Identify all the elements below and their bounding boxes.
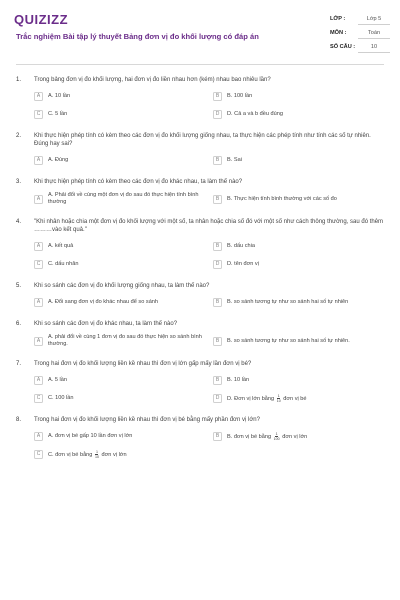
answer-option-c[interactable] bbox=[34, 392, 207, 404]
option-text-main: B. dấu chia bbox=[227, 242, 255, 249]
answer-options bbox=[34, 192, 386, 206]
question-3 bbox=[16, 178, 386, 206]
answer-option-b[interactable] bbox=[213, 90, 386, 102]
info-value: 10 bbox=[358, 42, 390, 53]
info-panel bbox=[330, 12, 390, 54]
option-letter-box: C bbox=[34, 394, 43, 403]
answer-option-a[interactable] bbox=[34, 154, 207, 166]
option-text-main: A. 10 lần bbox=[48, 92, 71, 99]
option-text bbox=[48, 157, 68, 164]
option-text bbox=[48, 395, 74, 402]
answer-option-a[interactable] bbox=[34, 240, 207, 252]
answer-options bbox=[34, 334, 386, 348]
answer-option-b[interactable] bbox=[213, 334, 386, 348]
question-7 bbox=[16, 360, 386, 404]
option-text-main: C. 100 lần bbox=[48, 394, 74, 401]
option-text bbox=[227, 261, 259, 268]
question-header bbox=[16, 178, 386, 186]
option-text bbox=[227, 196, 337, 203]
option-text-main: C. dấu nhân bbox=[48, 260, 79, 267]
fraction-numerator: 1 bbox=[275, 431, 278, 436]
answer-options bbox=[34, 430, 386, 460]
info-value: Toán bbox=[358, 28, 390, 39]
fraction-numerator: 1 bbox=[95, 449, 98, 454]
question-text: Trong bảng đơn vị đo khối lượng, hai đơn vị đo liền nhau hơn (kém) nhau bao nhiêu lần? bbox=[34, 77, 271, 83]
question-number: 6. bbox=[16, 321, 22, 327]
question-list bbox=[0, 76, 400, 600]
question-text: Khi so sánh các đơn vị đo khối lượng giống nhau, ta làm thế nào? bbox=[34, 283, 210, 289]
question-4 bbox=[16, 218, 386, 270]
info-row-grade bbox=[330, 12, 390, 26]
answer-option-a[interactable] bbox=[34, 374, 207, 386]
answer-options bbox=[34, 296, 386, 308]
answer-option-a[interactable] bbox=[34, 430, 207, 442]
option-text-main: B. so sánh tương tự như so sánh hai số tự nhiên. bbox=[227, 337, 350, 344]
answer-option-b[interactable] bbox=[213, 374, 386, 386]
option-text bbox=[48, 299, 158, 306]
question-header bbox=[16, 76, 386, 84]
question-8 bbox=[16, 416, 386, 460]
info-label: LỚP : bbox=[330, 16, 346, 22]
question-text: Khi so sánh các đơn vị đo khác nhau, ta làm thế nào? bbox=[34, 321, 178, 327]
option-letter-box: B bbox=[213, 337, 222, 346]
option-text bbox=[48, 261, 78, 268]
quizizz-logo: QUIZIZZ bbox=[14, 12, 69, 27]
option-letter-box: D bbox=[213, 110, 222, 119]
option-letter-box: B bbox=[213, 242, 222, 251]
question-header bbox=[16, 282, 386, 290]
question-number: 4. bbox=[16, 219, 22, 225]
option-text-main: A. kết quả bbox=[48, 242, 74, 249]
answer-option-b[interactable] bbox=[213, 296, 386, 308]
question-number: 3. bbox=[16, 179, 22, 185]
answer-options bbox=[34, 240, 386, 270]
option-letter-box: B bbox=[213, 156, 222, 165]
question-text: Trong hai đơn vị đo khối lượng liền kề nhau thì đơn vị lớn gấp mấy lần đơn vị bé? bbox=[34, 361, 252, 367]
option-text-main: B. so sánh tương tự như so sánh hai số tự nhiên bbox=[227, 298, 349, 305]
option-text bbox=[48, 450, 127, 459]
option-letter-box: B bbox=[213, 298, 222, 307]
question-1 bbox=[16, 76, 386, 120]
option-text bbox=[227, 377, 249, 384]
answer-options bbox=[34, 90, 386, 120]
option-text-main: B. 10 lần bbox=[227, 376, 250, 383]
answer-option-d[interactable] bbox=[213, 258, 386, 270]
option-text bbox=[227, 111, 283, 118]
option-text-after: đơn vị lớn bbox=[101, 451, 127, 458]
question-header bbox=[16, 416, 386, 424]
option-letter-box: D bbox=[213, 260, 222, 269]
option-letter-box: A bbox=[34, 432, 43, 441]
answer-option-b[interactable] bbox=[213, 154, 386, 166]
question-5 bbox=[16, 282, 386, 308]
option-text bbox=[48, 111, 67, 118]
option-text-main: D. Đơn vị lớn bằng bbox=[227, 395, 275, 402]
option-letter-box: A bbox=[34, 156, 43, 165]
fraction-denominator: 100 bbox=[273, 436, 280, 441]
option-text bbox=[227, 432, 307, 441]
option-text-after: đơn vị bé bbox=[283, 395, 307, 402]
option-text bbox=[227, 299, 348, 306]
option-text bbox=[48, 243, 73, 250]
info-row-subject bbox=[330, 26, 390, 40]
option-letter-box: A bbox=[34, 376, 43, 385]
question-text: Trong hai đơn vị đo khối lượng liền kề nhau thì đơn vị bé bằng mấy phần đơn vị lớn? bbox=[34, 417, 260, 423]
question-6 bbox=[16, 320, 386, 348]
info-label: SỐ CÂU : bbox=[330, 44, 356, 50]
question-header bbox=[16, 360, 386, 368]
option-letter-box: D bbox=[213, 394, 222, 403]
option-text-main: B. Thực hiện tính bình thường với các số đo bbox=[227, 195, 337, 202]
answer-option-b[interactable] bbox=[213, 240, 386, 252]
option-text bbox=[48, 433, 132, 440]
fraction-denominator: 10 bbox=[94, 454, 99, 459]
option-letter-box: C bbox=[34, 260, 43, 269]
option-text-main: D. Cả a và b đều đúng bbox=[227, 110, 283, 117]
option-letter-box: C bbox=[34, 110, 43, 119]
answer-option-d[interactable] bbox=[213, 392, 386, 404]
option-text-main: B. đơn vị bé bằng bbox=[227, 433, 272, 440]
question-text: Khi thực hiện phép tính có kèm theo các đơn vị đo khác nhau, ta làm thế nào? bbox=[34, 179, 243, 185]
question-number: 8. bbox=[16, 417, 22, 423]
answer-option-a[interactable] bbox=[34, 296, 207, 308]
option-letter-box: A bbox=[34, 195, 43, 204]
answer-option-d[interactable] bbox=[213, 108, 386, 120]
option-text-main: D. tên đơn vị bbox=[227, 260, 259, 267]
info-row-question-count bbox=[330, 40, 390, 54]
option-text-main: B. 100 lần bbox=[227, 92, 253, 99]
answer-options bbox=[34, 154, 386, 166]
option-text-after: đơn vị lớn bbox=[282, 433, 308, 440]
question-number: 1. bbox=[16, 77, 22, 83]
option-text bbox=[227, 394, 307, 403]
question-2 bbox=[16, 132, 386, 166]
option-text bbox=[48, 377, 67, 384]
option-text bbox=[227, 243, 255, 250]
option-letter-box: A bbox=[34, 92, 43, 101]
fraction-denominator: 10 bbox=[276, 398, 281, 403]
option-text-main: A. 5 lần bbox=[48, 376, 67, 383]
answer-option-c[interactable] bbox=[34, 108, 207, 120]
info-value: Lớp 5 bbox=[358, 14, 390, 25]
question-header bbox=[16, 320, 386, 328]
answer-option-b[interactable] bbox=[213, 192, 386, 206]
option-text-main: A. đơn vị bé gấp 10 lần đơn vị lớn bbox=[48, 432, 133, 439]
option-letter-box: C bbox=[34, 450, 43, 459]
option-text bbox=[48, 334, 207, 348]
question-number: 2. bbox=[16, 133, 22, 139]
option-text bbox=[227, 338, 350, 345]
option-text-main: A. phải đổi về cùng 1 đơn vị đo sau đó thực hiện so sánh bình thường. bbox=[48, 334, 202, 347]
option-text-main: C. đơn vị bé bằng bbox=[48, 451, 93, 458]
option-text bbox=[227, 157, 242, 164]
question-number: 7. bbox=[16, 361, 22, 367]
question-header bbox=[16, 132, 386, 148]
option-letter-box: A bbox=[34, 242, 43, 251]
fraction bbox=[274, 432, 280, 441]
worksheet-header bbox=[0, 0, 400, 64]
answer-option-b[interactable] bbox=[213, 430, 386, 442]
option-letter-box: B bbox=[213, 195, 222, 204]
option-letter-box: A bbox=[34, 298, 43, 307]
answer-option-c[interactable] bbox=[34, 258, 207, 270]
option-letter-box: A bbox=[34, 337, 43, 346]
answer-options bbox=[34, 374, 386, 404]
page-title: Trắc nghiệm Bài tập lý thuyết Bảng đơn vị đo khối lượng có đáp án bbox=[16, 32, 259, 41]
option-letter-box: B bbox=[213, 92, 222, 101]
option-text bbox=[48, 93, 70, 100]
answer-option-a[interactable] bbox=[34, 334, 207, 348]
option-text-main: B. Sai bbox=[227, 156, 242, 163]
question-header bbox=[16, 218, 386, 234]
answer-option-a[interactable] bbox=[34, 90, 207, 102]
fraction bbox=[95, 450, 99, 459]
option-letter-box: B bbox=[213, 432, 222, 441]
option-text bbox=[227, 93, 252, 100]
question-text: "Khi nhân hoặc chia một đơn vị đo khối lượng với một số, ta nhân hoặc chia số đó với một số như cách thông thường, sau đó thêm ………vào kết quả." bbox=[34, 219, 384, 233]
option-text-main: A. Phải đổi về cùng một đơn vị đo sau đó thực hiện tính bình thường bbox=[48, 192, 199, 205]
header-divider bbox=[16, 64, 384, 65]
info-label: MÔN : bbox=[330, 30, 347, 36]
question-text: Khi thực hiện phép tính có kèm theo các đơn vị đo khối lượng giống nhau, ta thực hiện các phép tính như tính các số tự nhiên. Đúng hay sai? bbox=[34, 133, 371, 147]
option-text-main: C. 5 lần bbox=[48, 110, 68, 117]
option-text-main: A. Đúng bbox=[48, 156, 69, 163]
fraction bbox=[277, 394, 281, 403]
option-text-main: A. Đổi sang đơn vị đo khác nhau để so sánh bbox=[48, 298, 159, 305]
option-letter-box: B bbox=[213, 376, 222, 385]
fraction-numerator: 1 bbox=[277, 393, 280, 398]
option-text bbox=[48, 192, 207, 206]
answer-option-a[interactable] bbox=[34, 192, 207, 206]
answer-option-c[interactable] bbox=[34, 448, 207, 460]
question-number: 5. bbox=[16, 283, 22, 289]
